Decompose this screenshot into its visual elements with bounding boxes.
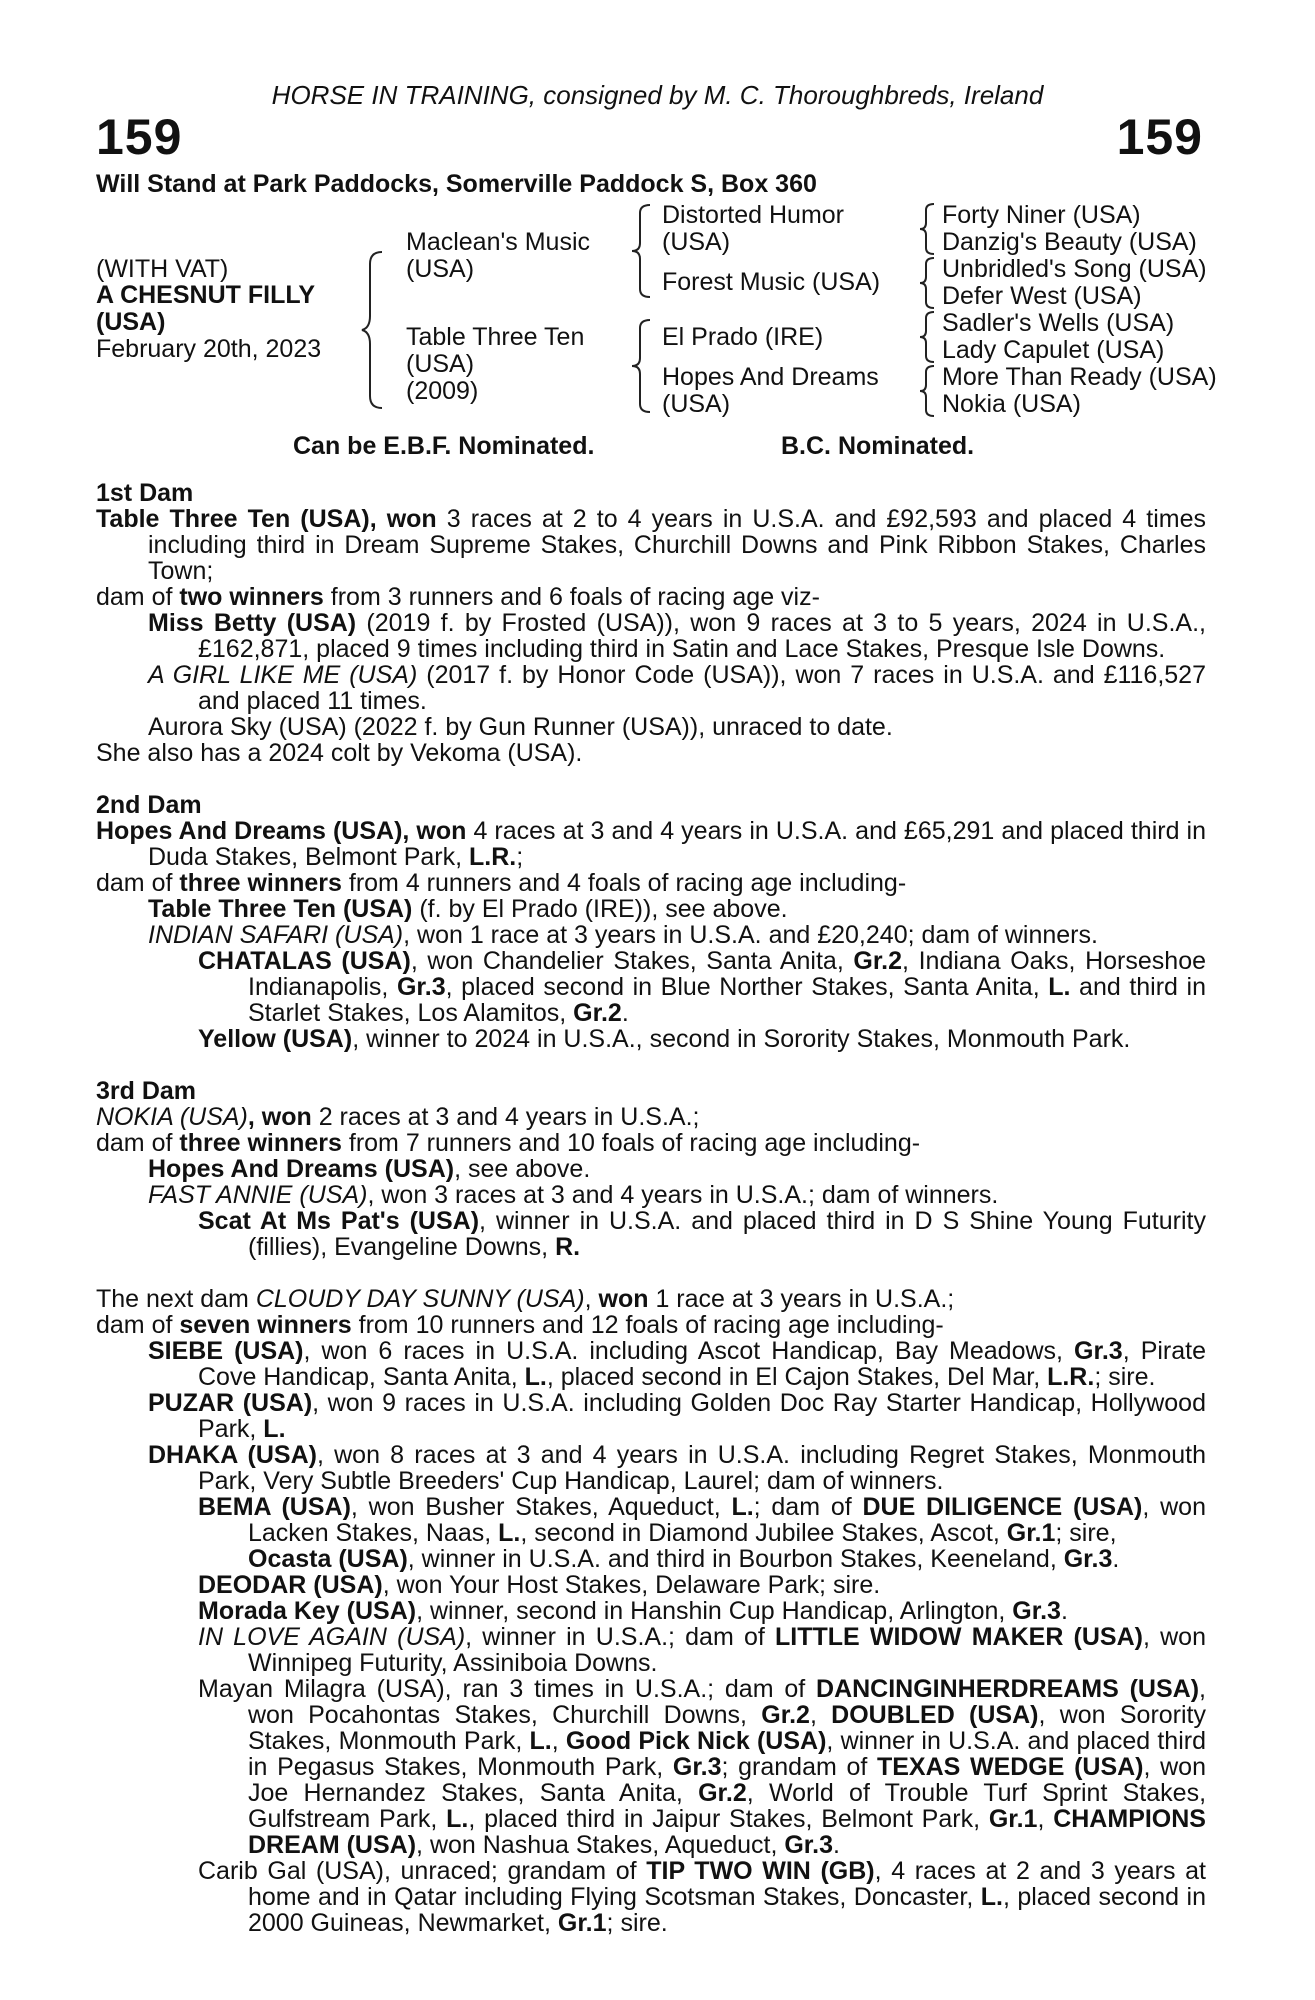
produce-name: A GIRL LIKE ME (USA) — [148, 661, 418, 689]
ggp-dds: More Than Ready (USA) — [942, 363, 1217, 391]
text-run: The next dam — [96, 1285, 256, 1313]
text-run: 1 race at 3 years in U.S.A.; — [648, 1285, 955, 1313]
race-grade: L. — [263, 1415, 286, 1443]
produce-entry — [96, 1156, 1206, 1182]
race-grade: L. — [524, 1363, 547, 1391]
text-run: from 3 runners and 6 foals of racing age viz- — [323, 583, 820, 611]
text-run: from 4 runners and 4 foals of racing age including- — [341, 869, 907, 897]
winners-count: two winners — [179, 583, 324, 611]
text-run: , won Chandelier Stakes, Santa Anita, — [410, 947, 854, 975]
produce-entry — [96, 1442, 1206, 1494]
text-run: , won 9 races in U.S.A. including Golden Doc Ray Starter Handicap, Hollywood Park, — [198, 1389, 1206, 1443]
race-grade: Gr.3 — [1063, 1545, 1113, 1573]
produce-name: Ocasta (USA) — [248, 1545, 408, 1573]
third-dam-name: NOKIA (USA) — [96, 1103, 248, 1131]
race-grade: Gr.2 — [573, 999, 622, 1027]
produce-name: Morada Key (USA) — [198, 1597, 417, 1625]
text-run: ; sire. — [606, 1909, 668, 1937]
produce-text: , won 1 race at 3 years in U.S.A. and £20,240; dam of winners. — [403, 921, 1098, 949]
produce-name: DEODAR (USA) — [198, 1571, 383, 1599]
ggp-ddd: Nokia (USA) — [942, 390, 1081, 418]
text-run: , won Your Host Stakes, Delaware Park; sire. — [382, 1571, 881, 1599]
text-run: ; grandam of — [721, 1753, 877, 1781]
produce-entry — [96, 1676, 1206, 1858]
first-dam-name: Table Three Ten (USA), won — [96, 505, 437, 533]
produce-entry — [96, 1624, 1206, 1676]
produce-name: CHAMPIONS DREAM (USA) — [248, 1805, 1206, 1859]
race-grade: L. — [731, 1493, 754, 1521]
race-grade: Gr.3 — [1012, 1597, 1061, 1625]
dam-dam-line2: (USA) — [662, 390, 731, 418]
horse-vat: (WITH VAT) — [96, 255, 229, 283]
race-grade: Gr.3 — [1074, 1337, 1123, 1365]
produce-name: TIP TWO WIN (GB) — [646, 1857, 875, 1885]
produce-entry: Aurora Sky (USA) (2022 f. by Gun Runner (USA)), unraced to date. — [148, 713, 893, 741]
consignment-line: HORSE IN TRAINING, consigned by M. C. Thoroughbreds, Ireland — [271, 80, 1044, 110]
text-run: , won Busher Stakes, Aqueduct, — [350, 1493, 732, 1521]
text-run: 4 races at 3 and 4 years in U.S.A. and £65,291 and placed third in Duda Stakes, Belmont Park, — [148, 817, 1206, 871]
text-run: . — [833, 1831, 840, 1859]
produce-name: FAST ANNIE (USA) — [148, 1181, 368, 1209]
next-dam-name: CLOUDY DAY SUNNY (USA) — [255, 1285, 585, 1313]
text-run: , Indiana Oaks, Horseshoe Indianapolis, — [248, 947, 1207, 1001]
ggp-sss: Forty Niner (USA) — [942, 201, 1141, 229]
produce-text: , winner to 2024 in U.S.A., second in Sorority Stakes, Monmouth Park. — [352, 1025, 1131, 1053]
race-grade: Gr.2 — [853, 947, 903, 975]
text-run: , winner in U.S.A.; dam of — [465, 1623, 775, 1651]
produce-entry — [96, 1546, 1206, 1572]
ggp-dss: Sadler's Wells (USA) — [942, 309, 1175, 337]
text-run: , Pirate Cove Handicap, Santa Anita, — [198, 1337, 1207, 1391]
produce-entry — [96, 662, 1206, 714]
text-run: ; sire. — [1094, 1363, 1156, 1391]
text-run: 2 races at 3 and 4 years in U.S.A.; — [311, 1103, 700, 1131]
text-run: , won Lacken Stakes, Naas, — [248, 1493, 1206, 1547]
text-run: dam of — [96, 869, 180, 897]
text-run: , 4 races at 2 and 3 years at home and in Qatar including Flying Scotsman Stakes, Doncaster, — [248, 1857, 1206, 1911]
first-dam-record — [96, 506, 1206, 584]
race-grade: L. — [529, 1727, 552, 1755]
race-grade: L.R. — [468, 843, 517, 871]
sire-sire-line2: (USA) — [662, 228, 731, 256]
race-grade: L. — [446, 1805, 469, 1833]
produce-name: DHAKA (USA) — [148, 1441, 317, 1469]
produce-name: DANCINGINHERDREAMS (USA) — [816, 1675, 1200, 1703]
produce-entry — [96, 922, 1206, 948]
catalogue-body — [96, 480, 1206, 1936]
produce-name: DUE DILIGENCE (USA) — [862, 1493, 1143, 1521]
text-run: dam of — [96, 1311, 180, 1339]
pedigree-brace-main — [360, 250, 390, 410]
produce-name: LITTLE WIDOW MAKER (USA) — [775, 1623, 1143, 1651]
produce-text: , see above. — [454, 1155, 591, 1183]
race-grade: L. — [1048, 973, 1071, 1001]
third-dam-record — [96, 1104, 1206, 1130]
text-run: , — [551, 1727, 566, 1755]
second-dam-produce-summary — [96, 870, 1206, 896]
race-grade: L. — [498, 1519, 521, 1547]
race-grade: R. — [555, 1233, 581, 1261]
dam-line2: (USA) — [406, 350, 475, 378]
produce-entry — [96, 1026, 1206, 1052]
text-run: , won Winnipeg Futurity, Assiniboia Downs. — [248, 1623, 1206, 1677]
text-run: , placed second in Blue Norther Stakes, Santa Anita, — [445, 973, 1049, 1001]
race-grade: Gr.2 — [698, 1779, 747, 1807]
pedigree-brace-ds — [918, 310, 938, 364]
text-run: , winner in U.S.A. and placed third in Pegasus Stakes, Monmouth Park, — [248, 1727, 1206, 1781]
text-run: , won Sorority Stakes, Monmouth Park, — [248, 1701, 1206, 1755]
produce-text: (2017 f. by Honor Code (USA)), won 7 races in U.S.A. and £116,527 and placed 11 times. — [198, 661, 1206, 715]
next-dam-produce-summary — [96, 1312, 1206, 1338]
produce-name: SIEBE (USA) — [148, 1337, 304, 1365]
sire-line1: Maclean's Music — [406, 228, 590, 256]
text-run: ; dam of — [753, 1493, 863, 1521]
produce-name: IN LOVE AGAIN (USA) — [198, 1623, 466, 1651]
text-run: , won 6 races in U.S.A. including Ascot Handicap, Bay Meadows, — [303, 1337, 1075, 1365]
produce-entry — [96, 896, 1206, 922]
produce-entry — [96, 1182, 1206, 1208]
horse-name-line2: (USA) — [96, 308, 166, 336]
text-run: , won 8 races at 3 and 4 years in U.S.A. including Regret Stakes, Monmouth Park, Very Subtle Breeders' Cup Handicap, Laurel; dam of winners. — [198, 1441, 1206, 1495]
produce-name: DOUBLED (USA) — [831, 1701, 1039, 1729]
second-dam-record — [96, 818, 1206, 870]
ggp-dsd: Lady Capulet (USA) — [942, 336, 1165, 364]
race-grade: L.R. — [1047, 1363, 1095, 1391]
horse-foaled: February 20th, 2023 — [96, 335, 322, 363]
ebf-nomination: Can be E.B.F. Nominated. — [293, 432, 595, 460]
text-run: from 7 runners and 10 foals of racing age including- — [341, 1129, 921, 1157]
produce-entry — [96, 1598, 1206, 1624]
race-grade: Gr.1 — [557, 1909, 607, 1937]
dam-line3: (2009) — [406, 377, 479, 405]
sire-sire-line1: Distorted Humor — [662, 201, 844, 229]
produce-entry — [96, 1858, 1206, 1936]
first-dam-text: 3 races at 2 to 4 years in U.S.A. and £92,593 and placed 4 times including third in Dream Supreme Stakes, Churchill Downs and Pink Ribbon Stakes, Charles Town; — [148, 505, 1206, 585]
first-dam-also: She also has a 2024 colt by Vekoma (USA). — [96, 739, 583, 767]
produce-text: (2019 f. by Frosted (USA)), won 9 races at 3 to 5 years, 2024 in U.S.A., £162,871, placed 9 times including third in Satin and Lace Stakes, Presque Isle Downs. — [198, 609, 1206, 663]
ggp-sdd: Defer West (USA) — [942, 282, 1142, 310]
produce-text: , winner in U.S.A. and placed third in D S Shine Young Futurity (fillies), Evangeline Downs, — [248, 1207, 1206, 1261]
text-run: , won Pocahontas Stakes, Churchill Downs, — [248, 1675, 1206, 1729]
produce-name: PUZAR (USA) — [148, 1389, 313, 1417]
text-run: , — [584, 1285, 599, 1313]
text-run: . — [1112, 1545, 1120, 1573]
produce-entry — [96, 1390, 1206, 1442]
race-grade: Gr.3 — [672, 1753, 722, 1781]
race-grade: Gr.3 — [396, 973, 446, 1001]
text-run: , — [1037, 1805, 1054, 1833]
dam-sire: El Prado (IRE) — [662, 323, 824, 351]
produce-entry — [96, 1208, 1206, 1260]
text-run: . — [621, 999, 629, 1027]
produce-name: Good Pick Nick (USA) — [565, 1727, 827, 1755]
race-grade: Gr.1 — [1006, 1519, 1056, 1547]
text-run: won — [598, 1285, 649, 1313]
winners-count: three winners — [179, 869, 342, 897]
race-grade: Gr.2 — [761, 1701, 810, 1729]
produce-name: CHATALAS (USA) — [198, 947, 411, 975]
sire-line2: (USA) — [406, 255, 475, 283]
text-run: , placed second in El Cajon Stakes, Del Mar, — [546, 1363, 1048, 1391]
ggp-ssd: Danzig's Beauty (USA) — [942, 228, 1197, 256]
text-run: , — [809, 1701, 832, 1729]
text-run: from 10 runners and 12 foals of racing age including- — [351, 1311, 944, 1339]
text-run: , won Joe Hernandez Stakes, Santa Anita, — [248, 1753, 1206, 1807]
produce-entry — [96, 1338, 1206, 1390]
text-run: dam of — [96, 583, 180, 611]
produce-name: Hopes And Dreams (USA) — [148, 1155, 455, 1183]
produce-name: INDIAN SAFARI (USA) — [148, 921, 404, 949]
text-run: ; — [516, 843, 524, 871]
produce-name: BEMA (USA) — [198, 1493, 351, 1521]
produce-name: Miss Betty (USA) — [148, 609, 357, 637]
text-run: , winner, second in Hanshin Cup Handicap, Arlington, — [416, 1597, 1013, 1625]
produce-entry — [96, 1494, 1206, 1546]
text-run: and third in Starlet Stakes, Los Alamitos, — [248, 973, 1207, 1027]
first-dam-produce-summary — [96, 584, 1206, 610]
text-run: ; sire, — [1055, 1519, 1117, 1547]
stand-info: Will Stand at Park Paddocks, Somerville Paddock S, Box 360 — [96, 170, 817, 198]
race-grade: L. — [980, 1883, 1003, 1911]
pedigree-brace-sd — [918, 256, 938, 310]
race-grade: Gr.1 — [988, 1805, 1038, 1833]
text-run: , World of Trouble Turf Sprint Stakes, Gulfstream Park, — [248, 1779, 1207, 1833]
second-dam-name: Hopes And Dreams (USA), won — [96, 817, 467, 845]
bc-nomination: B.C. Nominated. — [781, 432, 975, 460]
text-run: , placed second in 2000 Guineas, Newmarket, — [248, 1883, 1207, 1937]
pedigree-brace-sire — [630, 203, 654, 299]
third-dam-produce-summary — [96, 1130, 1206, 1156]
produce-name: Yellow (USA) — [198, 1025, 353, 1053]
text-run: Mayan Milagra (USA), ran 3 times in U.S.A.; dam of — [198, 1675, 817, 1703]
dam-dam-line1: Hopes And Dreams — [662, 363, 879, 391]
text-run: . — [1060, 1597, 1068, 1625]
produce-text: (f. by El Prado (IRE)), see above. — [412, 895, 788, 923]
produce-name: Table Three Ten (USA) — [148, 895, 413, 923]
winners-count: three winners — [179, 1129, 342, 1157]
winners-count: seven winners — [179, 1311, 352, 1339]
pedigree-brace-dd — [918, 364, 938, 418]
second-dam-heading: 2nd Dam — [96, 791, 202, 819]
produce-entry — [96, 1572, 1206, 1598]
text-run: , winner in U.S.A. and third in Bourbon Stakes, Keeneland, — [407, 1545, 1064, 1573]
lot-number-left: 159 — [96, 109, 183, 165]
produce-entry — [96, 948, 1206, 1026]
text-run: , won Nashua Stakes, Aqueduct, — [416, 1831, 785, 1859]
text-run: , placed third in Jaipur Stakes, Belmont Park, — [468, 1805, 989, 1833]
pedigree-brace-dam — [630, 318, 654, 414]
produce-entry — [96, 610, 1206, 662]
produce-text: , won 3 races at 3 and 4 years in U.S.A.; dam of winners. — [367, 1181, 999, 1209]
sire-dam: Forest Music (USA) — [662, 268, 881, 296]
text-run: Carib Gal (USA), unraced; grandam of — [198, 1857, 647, 1885]
first-dam-heading: 1st Dam — [96, 479, 194, 507]
pedigree-brace-ss — [918, 202, 938, 256]
third-dam-heading: 3rd Dam — [96, 1077, 197, 1105]
dam-line1: Table Three Ten — [406, 323, 585, 351]
ggp-sds: Unbridled's Song (USA) — [942, 255, 1207, 283]
next-dam-record — [96, 1286, 1206, 1312]
text-run: , won — [247, 1103, 312, 1131]
race-grade: Gr.3 — [784, 1831, 833, 1859]
text-run: dam of — [96, 1129, 180, 1157]
text-run: , second in Diamond Jubilee Stakes, Ascot, — [520, 1519, 1007, 1547]
lot-number-right: 159 — [1116, 109, 1203, 165]
produce-name: TEXAS WEDGE (USA) — [876, 1753, 1144, 1781]
horse-name-line1: A CHESNUT FILLY — [96, 281, 315, 309]
produce-name: Scat At Ms Pat's (USA) — [198, 1207, 480, 1235]
